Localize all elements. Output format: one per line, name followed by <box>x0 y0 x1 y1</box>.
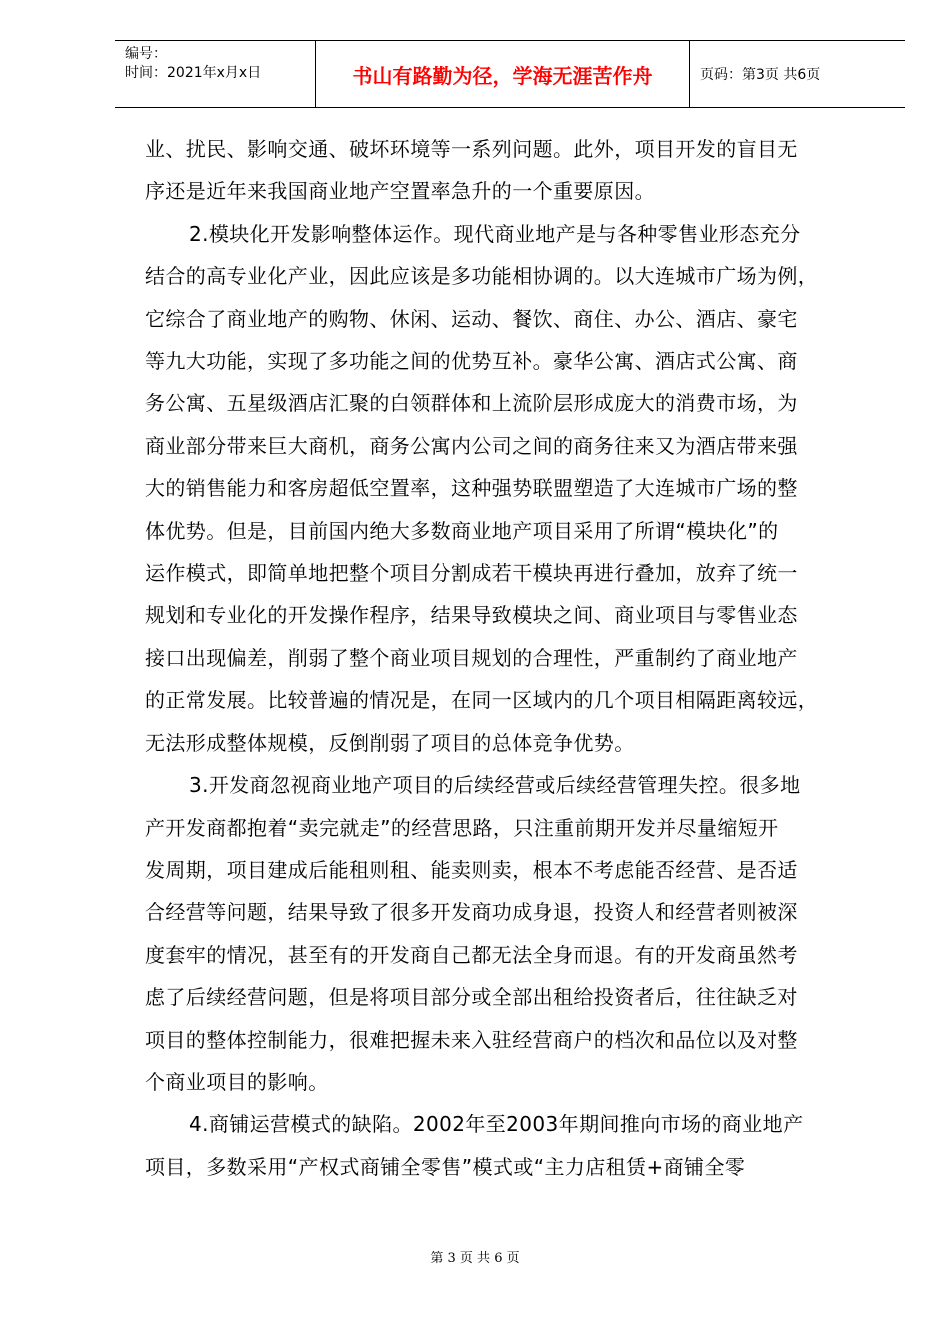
header-meta <box>115 41 316 107</box>
paragraph-line: 虑了后续经营问题，但是将项目部分或全部出租给投资者后，往往缺乏对 <box>145 985 798 1010</box>
paragraph-line: 个商业项目的影响。 <box>145 1069 329 1094</box>
paragraph-line: 的正常发展。比较普遍的情况是，在同一区域内的几个项目相隔距离较远， <box>145 688 819 713</box>
document-number-label: 编号： <box>125 46 167 62</box>
paragraph-line: 项目，多数采用“产权式商铺全零售”模式或“主力店租赁+商铺全零 <box>145 1154 746 1179</box>
paragraph-line: 运作模式，即简单地把整个项目分割成若干模块再进行叠加，放弃了统一 <box>145 561 798 586</box>
paragraph-line: 体优势。但是，目前国内绝大多数商业地产项目采用了所谓“模块化”的 <box>145 518 779 543</box>
paragraph-line: 度套牢的情况，甚至有的开发商自己都无法全身而退。有的开发商虽然考 <box>145 942 798 967</box>
paragraph-line: 接口出现偏差，削弱了整个商业项目规划的合理性，严重制约了商业地产 <box>145 645 798 670</box>
paragraph-line: 无法形成整体规模，反倒削弱了项目的总体竞争优势。 <box>145 730 635 755</box>
paragraph-line: 规划和专业化的开发操作程序，结果导致模块之间、商业项目与零售业态 <box>145 603 798 628</box>
paragraph-line: 业、扰民、影响交通、破坏环境等一系列问题。此外，项目开发的盲目无 <box>145 137 798 161</box>
paragraph-line: 项目的整体控制能力，很难把握未来入驻经营商户的档次和品位以及对整 <box>145 1027 798 1052</box>
paragraph-line: 务公寓、五星级酒店汇聚的白领群体和上流阶层形成庞大的消费市场，为 <box>145 391 798 416</box>
header-motto: 书山有路勤为径，学海无涯苦作舟 <box>316 41 690 107</box>
page-footer: 第 3 页 共 6 页 <box>430 1251 520 1266</box>
paragraph-line: 结合的高专业化产业，因此应该是多功能相协调的。以大连城市广场为例， <box>145 264 819 289</box>
paragraph-line: 商业部分带来巨大商机，商务公寓内公司之间的商务往来又为酒店带来强 <box>145 433 798 458</box>
paragraph-line: 等九大功能，实现了多功能之间的优势互补。豪华公寓、酒店式公寓、商 <box>145 349 798 374</box>
header-page-number: 页码：第3页 共6页 <box>700 67 821 83</box>
page-header <box>115 40 905 108</box>
document-date: 时间：2021年x月x日 <box>125 65 262 81</box>
paragraph-line: 合经营等问题，结果导致了很多开发商功成身退，投资人和经营者则被深 <box>145 900 798 925</box>
paragraph-line: 产开发商都抱着“卖完就走”的经营思路，只注重前期开发并尽量缩短开 <box>145 815 779 840</box>
paragraph-line: 3.开发商忽视商业地产项目的后续经营或后续经营管理失控。很多地 <box>189 773 801 798</box>
document-body <box>145 128 865 1188</box>
paragraph-line: 它综合了商业地产的购物、休闲、运动、餐饮、商住、办公、酒店、豪宅 <box>145 306 798 331</box>
paragraph-line: 4.商铺运营模式的缺陷。2002年至2003年期间推向市场的商业地产 <box>189 1112 804 1137</box>
paragraph-line: 序还是近年来我国商业地产空置率急升的一个重要原因。 <box>145 179 655 204</box>
paragraph-line: 大的销售能力和客房超低空置率，这种强势联盟塑造了大连城市广场的整 <box>145 476 798 501</box>
paragraph-line: 发周期，项目建成后能租则租、能卖则卖，根本不考虑能否经营、是否适 <box>145 857 798 882</box>
paragraph-line: 2.模块化开发影响整体运作。现代商业地产是与各种零售业形态充分 <box>189 221 801 246</box>
